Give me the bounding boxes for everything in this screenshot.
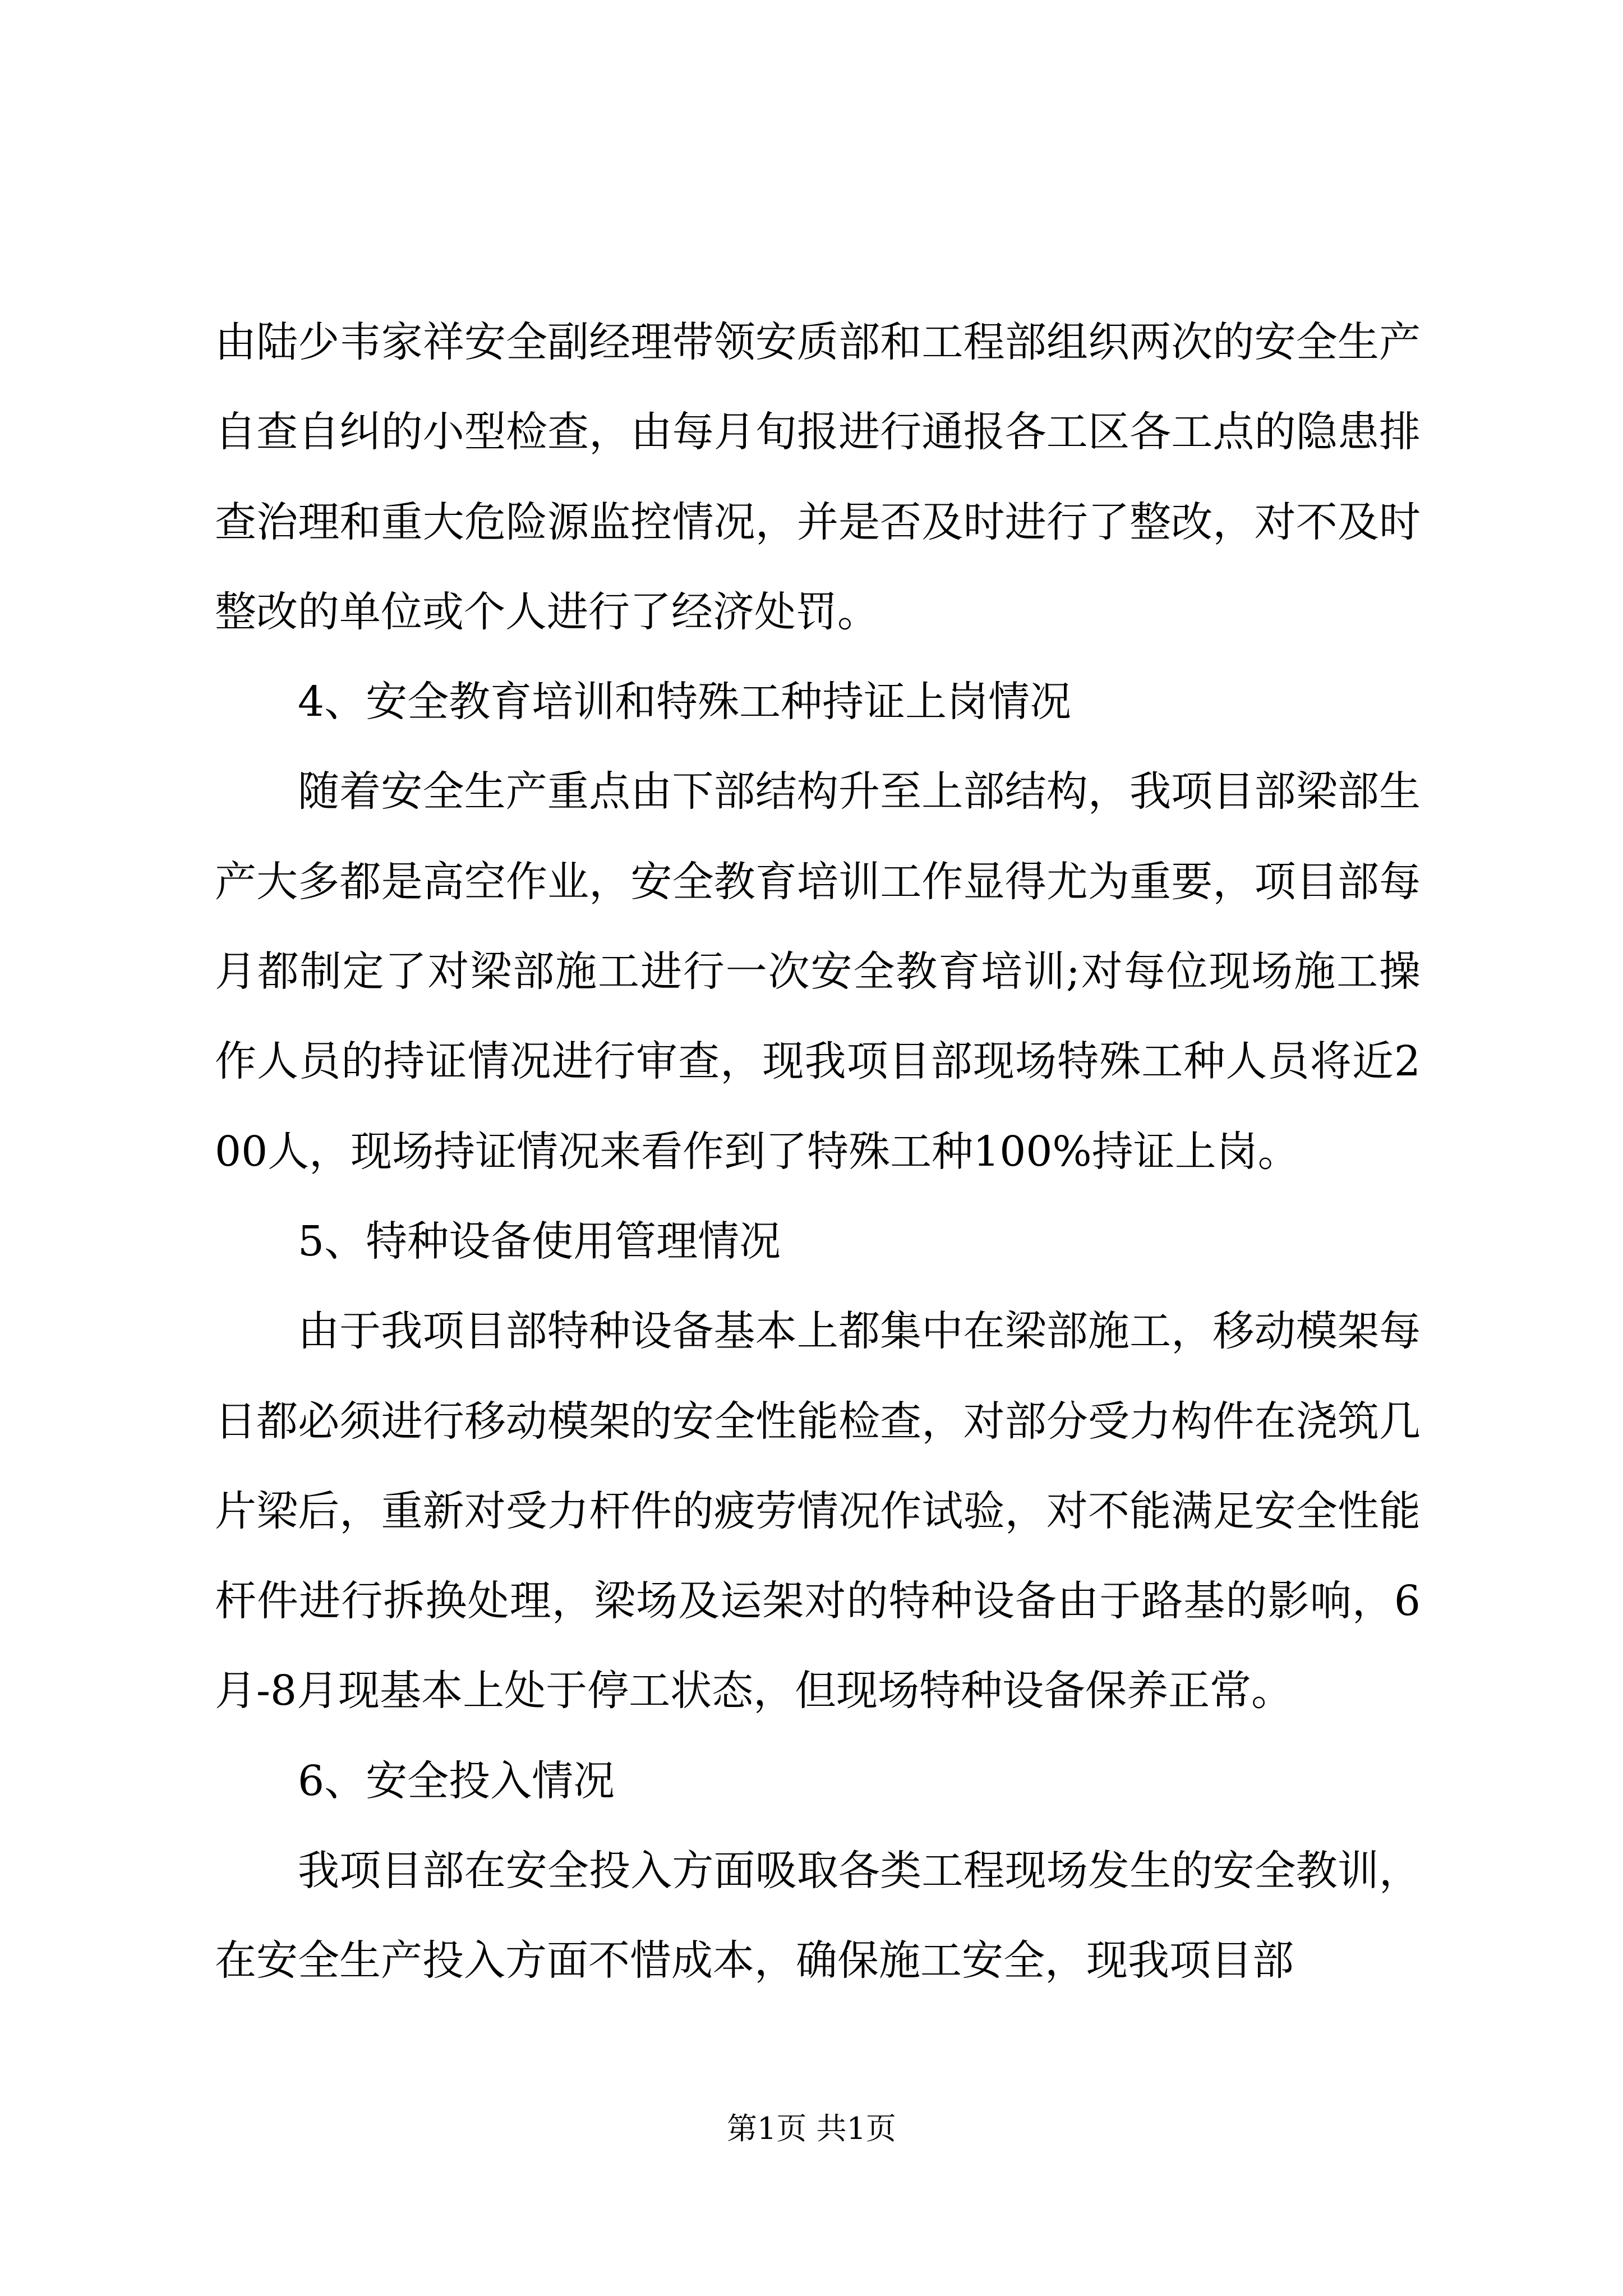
page-footer: 第1页 共1页 xyxy=(727,2111,896,2146)
paragraph-3: 由于我项目部特种设备基本上都集中在梁部施工，移动模架每日都必须进行移动模架的安全性能检查，对部分受力构件在浇筑几片梁后，重新对受力杆件的疲劳情况作试验，对不能满足安全性能杆件进行拆换处理，梁场及运架对的特种设备由于路基的影响，6月-8月现基本上处于停工状态，但现场特种设备保养正常。 xyxy=(215,1307,1421,1715)
section-heading-4: 4、安全教育培训和特殊工种持证上岗情况 xyxy=(298,678,1072,726)
paragraph-4: 我项目部在安全投入方面吸取各类工程现场发生的安全教训，在安全生产投入方面不惜成本，确保施工安全，现我项目部 xyxy=(215,1847,1421,1985)
section-heading-6: 6、安全投入情况 xyxy=(298,1756,615,1805)
paragraph-2: 随着安全生产重点由下部结构升至上部结构，我项目部梁部生产大多都是高空作业，安全教育培训工作显得尤为重要，项目部每月都制定了对梁部施工进行一次安全教育培训;对每位现场施工操作人员的持证情况进行审查，现我项目部现场特殊工种人员将近200人，现场持证情况来看作到了特殊工种100%持证上岗。 xyxy=(215,767,1421,1176)
section-heading-5: 5、特种设备使用管理情况 xyxy=(298,1217,781,1266)
document-body xyxy=(215,297,1421,2006)
paragraph-1: 由陆少韦家祥安全副经理带领安质部和工程部组织两次的安全生产自查自纠的小型检查，由每月旬报进行通报各工区各工点的隐患排查治理和重大危险源监控情况，并是否及时进行了整改，对不及时整改的单位或个人进行了经济处罚。 xyxy=(215,318,1421,636)
